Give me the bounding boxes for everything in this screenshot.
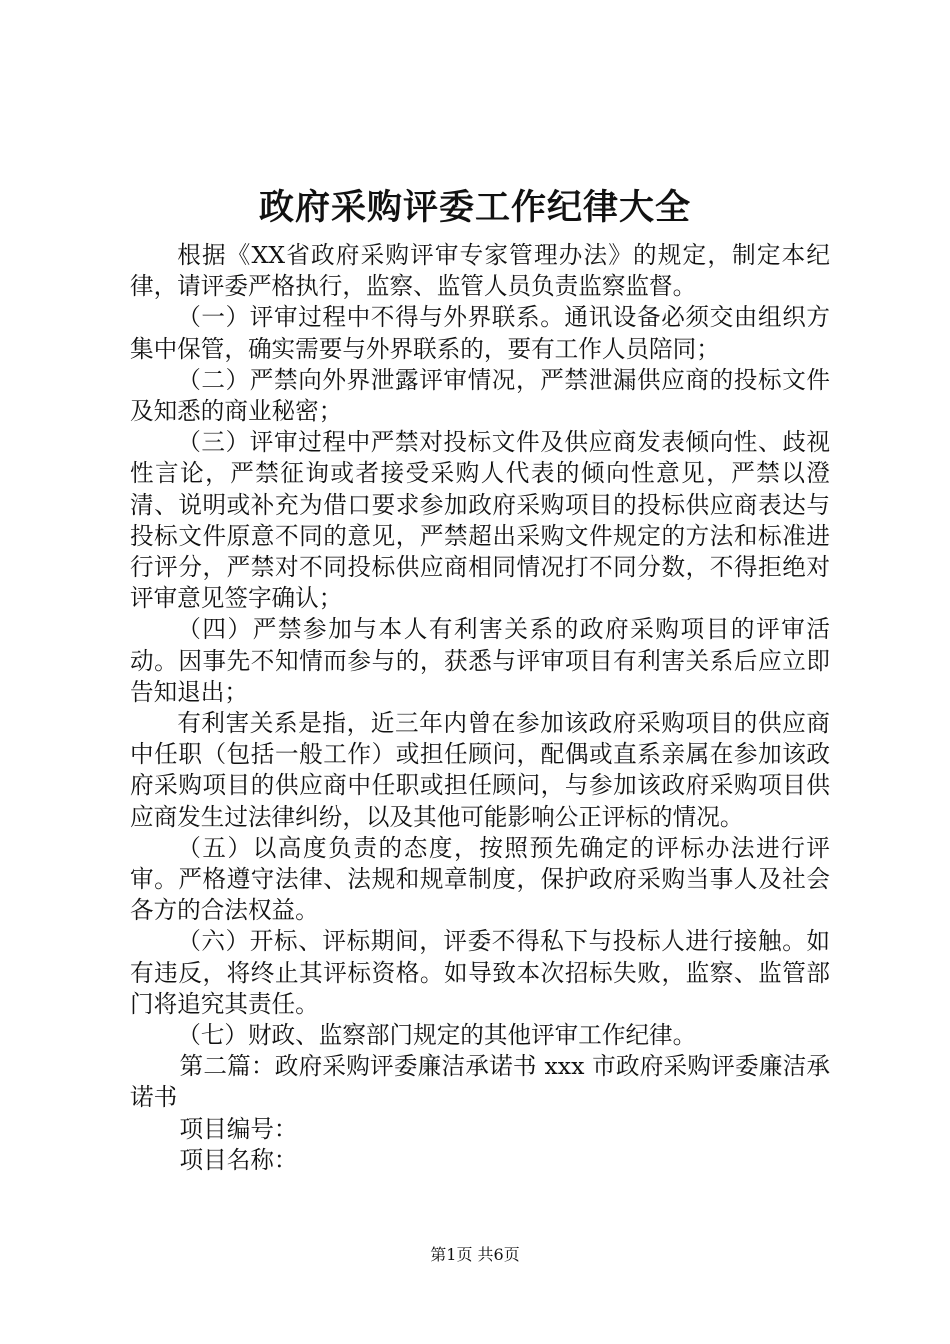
paragraph-second-chapter: 第二篇：政府采购评委廉洁承诺书 xxx 市政府采购评委廉洁承诺书 bbox=[130, 1052, 830, 1112]
paragraph-interest-definition: 有利害关系是指，近三年内曾在参加该政府采购项目的供应商中任职（包括一般工作）或担任顾问，配偶或直系亲属在参加该政府采购项目的供应商中任职或担任顾问，与参加该政府采购项目供应商发生过法律纠纷，以及其他可能影响公正评标的情况。 bbox=[130, 709, 830, 831]
document-title: 政府采购评委工作纪律大全 bbox=[258, 187, 691, 228]
paragraph-rule-3: （三）评审过程中严禁对投标文件及供应商发表倾向性、歧视性言论，严禁征询或者接受采购人代表的倾向性意见，严禁以澄清、说明或补充为借口要求参加政府采购项目的投标供应商表达与投标文件原意不同的意见，严禁超出采购文件规定的方法和标准进行评分，严禁对不同投标供应商相同情况打不同分数，不得拒绝对评审意见签字确认； bbox=[130, 428, 830, 613]
project-name-label: 项目名称： bbox=[179, 1145, 298, 1174]
paragraph-rule-2: （二）严禁向外界泄露评审情况，严禁泄漏供应商的投标文件及知悉的商业秘密； bbox=[130, 365, 830, 426]
document-body bbox=[130, 240, 830, 1176]
project-number-label: 项目编号： bbox=[179, 1114, 298, 1143]
paragraph-intro: 根据《XX省政府采购评审专家管理办法》的规定，制定本纪律，请评委严格执行，监察、监管人员负责监察监督。 bbox=[130, 241, 830, 301]
paragraph-rule-1: （一）评审过程中不得与外界联系。通讯设备必须交由组织方集中保管，确实需要与外界联系的，要有工作人员陪同； bbox=[130, 303, 830, 363]
paragraph-rule-4: （四）严禁参加与本人有利害关系的政府采购项目的评审活动。因事先不知情而参与的，获悉与评审项目有利害关系后应立即告知退出； bbox=[130, 615, 830, 706]
page-footer: 第1页 共6页 bbox=[430, 1245, 520, 1264]
paragraph-rule-6: （六）开标、评标期间，评委不得私下与投标人进行接触。如有违反，将终止其评标资格。如导致本次招标失败，监察、监管部门将追究其责任。 bbox=[130, 927, 830, 1018]
paragraph-rule-5: （五）以高度负责的态度，按照预先确定的评标办法进行评审。严格遵守法律、法规和规章制度，保护政府采购当事人及社会各方的合法权益。 bbox=[130, 833, 830, 925]
paragraph-rule-7: （七）财政、监察部门规定的其他评审工作纪律。 bbox=[177, 1021, 697, 1050]
